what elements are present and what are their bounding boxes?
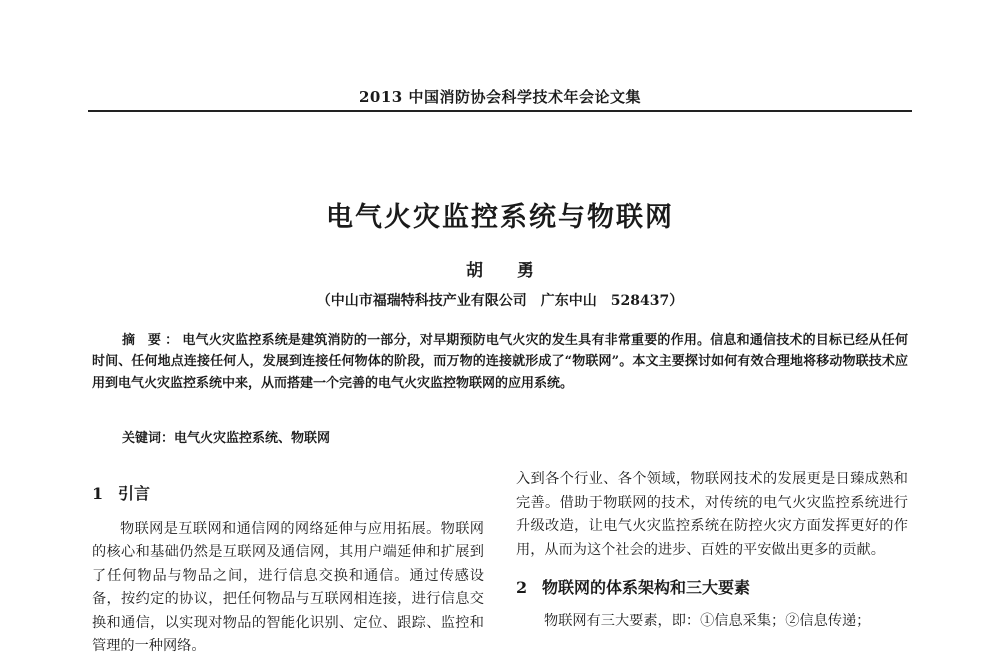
keywords-label: 关键词： (122, 431, 175, 446)
author: 胡 勇 (466, 261, 548, 281)
section-2-number: 2 (516, 578, 528, 597)
section-2-paragraph: 物联网有三大要素，即：①信息采集；②信息传递； (544, 612, 871, 629)
left-column (92, 480, 484, 659)
running-header: 2013 中国消防协会科学技术年会论文集 (359, 88, 641, 106)
affiliation: （中山市福瑞特科技产业有限公司 广东中山 528437） (316, 293, 684, 309)
keywords-text: 电气火灾监控系统、物联网 (174, 431, 331, 446)
paper-title: 电气火灾监控系统与物联网 (326, 202, 674, 233)
section-1-paragraph: 物联网是互联网和通信网的网络延伸与应用拓展。物联网的核心和基础仍然是互联网及通信网，其用户端延伸和扩展到了任何物品与物品之间，进行信息交换和通信。通过传感设备，按约定的协议，把任何物品与互联网相连接，进行信息交换和通信，以实现对物品的智能化识别、定位、跟踪、监控和管理的一种网络。 (92, 520, 484, 654)
section-2-title: 物联网的体系架构和三大要素 (542, 578, 751, 597)
abstract-label: 摘 要： (122, 333, 183, 348)
section-1-number: 1 (92, 484, 104, 503)
section-1-title: 引言 (118, 484, 151, 503)
continued-paragraph: 入到各个行业、各个领域，物联网技术的发展更是日臻成熟和完善。借助于物联网的技术，对传统的电气火灾监控系统进行升级改造，让电气火灾监控系统在防控火灾方面发挥更好的作用，从而为这个社会的进步、百姓的平安做出更多的贡献。 (516, 471, 908, 558)
header-rule (88, 110, 912, 112)
abstract-text: 电气火灾监控系统是建筑消防的一部分，对早期预防电气火灾的发生具有非常重要的作用。信息和通信技术的目标已经从任何时间、任何地点连接任何人，发展到连接任何物体的阶段，而万物的连接就形成了“物联网”。本文主要探讨如何有效合理地将移动物联技术应用到电气火灾监控系统中来，从而搭建一个完善的电气火灾监控物联网的应用系统。 (92, 333, 908, 391)
abstract (92, 330, 908, 394)
right-column (516, 468, 908, 633)
section-2-heading (516, 576, 908, 600)
section-1-heading (92, 482, 484, 506)
keywords (92, 427, 908, 446)
